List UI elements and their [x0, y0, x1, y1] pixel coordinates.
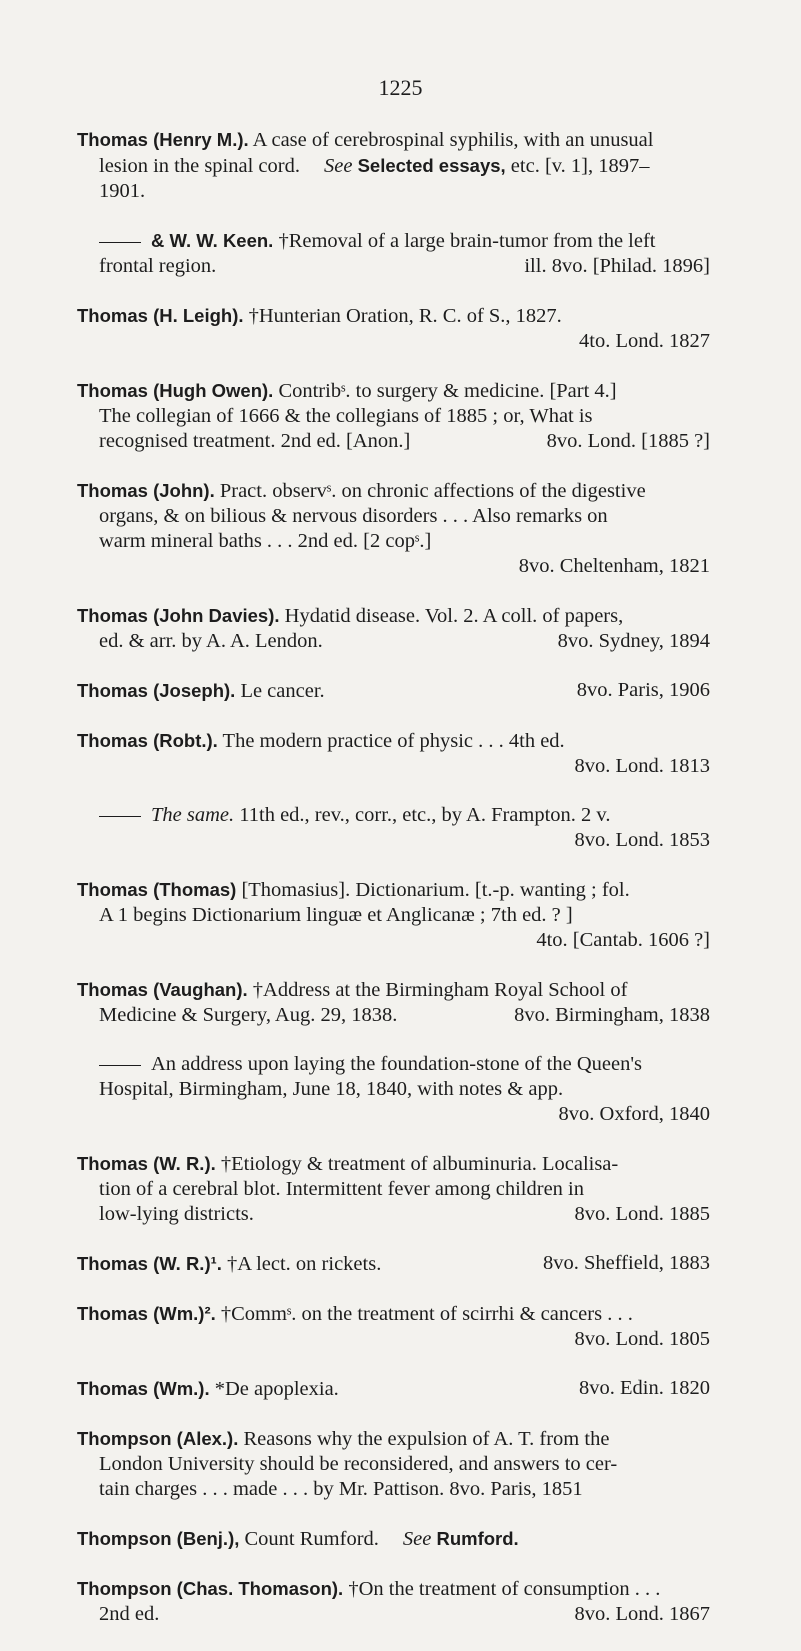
author-name: Thomas (Vaughan). [77, 979, 248, 1000]
author-name: Thomas (W. R.). [77, 1153, 216, 1174]
entry-text: lesion in the spinal cord. [99, 155, 300, 177]
entry-line-main [99, 254, 216, 279]
entry-line [77, 153, 710, 179]
bibliography-entry [77, 877, 710, 953]
entry-line [77, 728, 710, 754]
bibliography-entry [77, 678, 710, 704]
entry-line [77, 1251, 710, 1277]
entry-line [77, 429, 710, 454]
entry-line [77, 127, 710, 153]
entry-line [77, 803, 710, 828]
entry-text: tion of a cerebral blot. Intermittent fever among children in [99, 1178, 584, 1200]
entry-line [77, 1003, 710, 1028]
entry-text: tain charges . . . made . . . by Mr. Pattison. 8vo. Paris, 1851 [99, 1478, 583, 1500]
bibliography-entry [77, 378, 710, 454]
entry-line [77, 529, 710, 554]
publication-info: 8vo. Lond. 1805 [574, 1328, 710, 1350]
entry-text: †Etiology & treatment of albuminuria. Localisa- [215, 1153, 619, 1175]
italic-text: The same. [151, 804, 235, 826]
publication-info: 8vo. Edin. 1820 [579, 1377, 710, 1399]
entry-line [77, 329, 710, 354]
publication-info: 8vo. Lond. 1853 [574, 829, 710, 851]
publication-info: 8vo. Sheffield, 1883 [542, 1252, 710, 1274]
author-name: Thomas (Wm.). [77, 1378, 210, 1399]
author-name: Thompson (Chas. Thomason). [77, 1578, 344, 1599]
publication-info: 8vo. Lond. [1885 ?] [546, 430, 710, 452]
entry-text: London University should be reconsidered, and answers to cer- [99, 1453, 618, 1475]
entry-line [77, 928, 710, 953]
entry-text: Reasons why the expulsion of A. T. from the [238, 1428, 610, 1450]
entry-line [77, 1151, 710, 1177]
bibliography-entry [77, 1526, 710, 1552]
entry-line [77, 1102, 710, 1127]
bibliography-entry [77, 127, 710, 204]
publication-info: 4to. [Cantab. 1606 ?] [536, 929, 710, 951]
entry-line-main [99, 1602, 159, 1627]
entry-text: The modern practice of physic . . . 4th ed. [217, 730, 565, 752]
entry-text: †Hunterian Oration, R. C. of S., 1827. [243, 305, 562, 327]
entry-line [77, 1602, 710, 1627]
publication-info: 8vo. Lond. 1813 [574, 755, 710, 777]
author-name: Thomas (W. R.)¹. [77, 1253, 222, 1274]
entry-line [77, 504, 710, 529]
publication-info: 4to. Lond. 1827 [579, 330, 710, 352]
bibliography-entry [77, 1376, 710, 1402]
entry-line [77, 629, 710, 654]
bibliography-entry [77, 1426, 710, 1502]
bibliography-entry [77, 603, 710, 654]
entry-text: frontal region. [99, 255, 217, 277]
entry-text: 1901. [99, 180, 146, 202]
entry-text: †A lect. on rickets. [221, 1253, 382, 1275]
publication-info: 8vo. Birmingham, 1838 [514, 1004, 710, 1026]
entry-text-tail: etc. [v. 1], 1897– [505, 155, 650, 177]
entry-line-main [77, 1251, 381, 1277]
entry-text: †Address at the Birmingham Royal School of [247, 979, 628, 1001]
author-name: Thomas (Wm.)². [77, 1303, 216, 1324]
entry-line-main [77, 1376, 339, 1402]
entry-line [77, 254, 710, 279]
page-number: 1225 [378, 75, 423, 100]
publication-info: ill. 8vo. [Philad. 1896] [524, 255, 710, 277]
entry-text: Hospital, Birmingham, June 18, 1840, with notes & app. [99, 1078, 564, 1100]
entry-line [77, 378, 710, 404]
bibliography-entry [77, 803, 710, 853]
bibliography-entry [77, 977, 710, 1028]
entry-line-main [99, 429, 410, 454]
entry-text: Contribˢ. to surgery & medicine. [Part 4.] [273, 380, 617, 402]
entry-line [77, 179, 710, 204]
bibliography-entry [77, 1052, 710, 1127]
bibliography-entry [77, 1151, 710, 1227]
entry-text: A 1 begins Dictionarium linguæ et Anglicanæ ; 7th ed. ? ] [99, 904, 573, 926]
publication-info: 8vo. Lond. 1867 [574, 1603, 710, 1625]
entry-text: Hydatid disease. Vol. 2. A coll. of papers, [279, 605, 624, 627]
author-name: & W. W. Keen. [151, 230, 274, 251]
entry-line [77, 1177, 710, 1202]
entry-text: Pract. observˢ. on chronic affections of the digestive [214, 480, 646, 502]
publication-info: 8vo. Paris, 1906 [576, 679, 710, 701]
entry-line [77, 1576, 710, 1602]
entry-line [77, 1452, 710, 1477]
entry-text: Le cancer. [235, 680, 325, 702]
author-name: Thomas (Thomas) [77, 879, 237, 900]
entry-line-main [99, 629, 323, 654]
entry-line [77, 903, 710, 928]
entry-line-main [99, 1003, 397, 1028]
entry-line [77, 1077, 710, 1102]
author-name: Thomas (Henry M.). [77, 129, 249, 150]
entry-text: A case of cerebrospinal syphilis, with an unusual [248, 129, 654, 151]
entry-text: †Removal of a large brain-tumor from the left [273, 230, 656, 252]
author-name: Thomas (Joseph). [77, 680, 236, 701]
publication-info: 8vo. Oxford, 1840 [558, 1103, 710, 1125]
see-reference-label: See [402, 1528, 432, 1550]
entry-line [77, 1202, 710, 1227]
entry-line [77, 754, 710, 779]
entry-line [77, 1301, 710, 1327]
entry-line [77, 828, 710, 853]
entry-text: An address upon laying the foundation-stone of the Queen's [151, 1053, 643, 1075]
ditto-dash [99, 1065, 141, 1066]
entry-text: ed. & arr. by A. A. Lendon. [99, 630, 323, 652]
entry-line [77, 1477, 710, 1502]
bibliography-entry [77, 1251, 710, 1277]
author-name: Thompson (Benj.), [77, 1528, 240, 1549]
entry-line-main [99, 1202, 254, 1227]
author-name: Thomas (Robt.). [77, 730, 218, 751]
ditto-dash [99, 242, 141, 243]
bibliography-entry [77, 228, 710, 279]
entry-line [77, 977, 710, 1003]
author-name: Thompson (Alex.). [77, 1428, 239, 1449]
author-name: Thomas (Hugh Owen). [77, 380, 274, 401]
entry-line [77, 554, 710, 579]
cross-reference: Rumford. [436, 1528, 519, 1549]
entry-text: *De apoplexia. [209, 1378, 339, 1400]
entry-text: [Thomasius]. Dictionarium. [t.-p. wanting ; fol. [236, 879, 630, 901]
entry-text: †Commˢ. on the treatment of scirrhi & cancers . . . [215, 1303, 633, 1325]
author-name: Thomas (H. Leigh). [77, 305, 244, 326]
entry-line [77, 1327, 710, 1352]
entry-text: 2nd ed. [99, 1603, 160, 1625]
entry-line [77, 228, 710, 254]
entry-text: low-lying districts. [99, 1203, 254, 1225]
publication-info: 8vo. Lond. 1885 [574, 1203, 710, 1225]
entry-line [77, 1052, 710, 1077]
bibliography-entry [77, 478, 710, 579]
bibliography-entry [77, 728, 710, 779]
entry-line [77, 1526, 710, 1552]
bibliography-entry [77, 303, 710, 354]
entry-text: †On the treatment of consumption . . . [343, 1578, 661, 1600]
entry-line [77, 1376, 710, 1402]
entry-line [77, 478, 710, 504]
entry-line [77, 603, 710, 629]
entry-text: The collegian of 1666 & the collegians of 1885 ; or, What is [99, 405, 593, 427]
author-name: Thomas (John Davies). [77, 605, 280, 626]
entry-line [77, 678, 710, 704]
entry-text: Count Rumford. [239, 1528, 379, 1550]
ditto-dash [99, 816, 141, 817]
cross-reference: Selected essays, [357, 155, 506, 176]
entry-text: recognised treatment. 2nd ed. [Anon.] [99, 430, 411, 452]
publication-info: 8vo. Cheltenham, 1821 [518, 555, 710, 577]
entry-text: warm mineral baths . . . 2nd ed. [2 copˢ.] [99, 530, 432, 552]
entry-text: Medicine & Surgery, Aug. 29, 1838. [99, 1004, 398, 1026]
entry-line [77, 404, 710, 429]
author-name: Thomas (John). [77, 480, 215, 501]
publication-info: 8vo. Sydney, 1894 [557, 630, 710, 652]
entry-text: 11th ed., rev., corr., etc., by A. Frampton. 2 v. [234, 804, 611, 826]
bibliography-entry [77, 1301, 710, 1352]
bibliography-entries [77, 127, 710, 1651]
entry-text: organs, & on bilious & nervous disorders . . . Also remarks on [99, 505, 608, 527]
entry-line [77, 303, 710, 329]
see-reference-label: See [323, 155, 353, 177]
entry-line [77, 877, 710, 903]
bibliography-entry [77, 1576, 710, 1627]
entry-line-main [77, 678, 325, 704]
